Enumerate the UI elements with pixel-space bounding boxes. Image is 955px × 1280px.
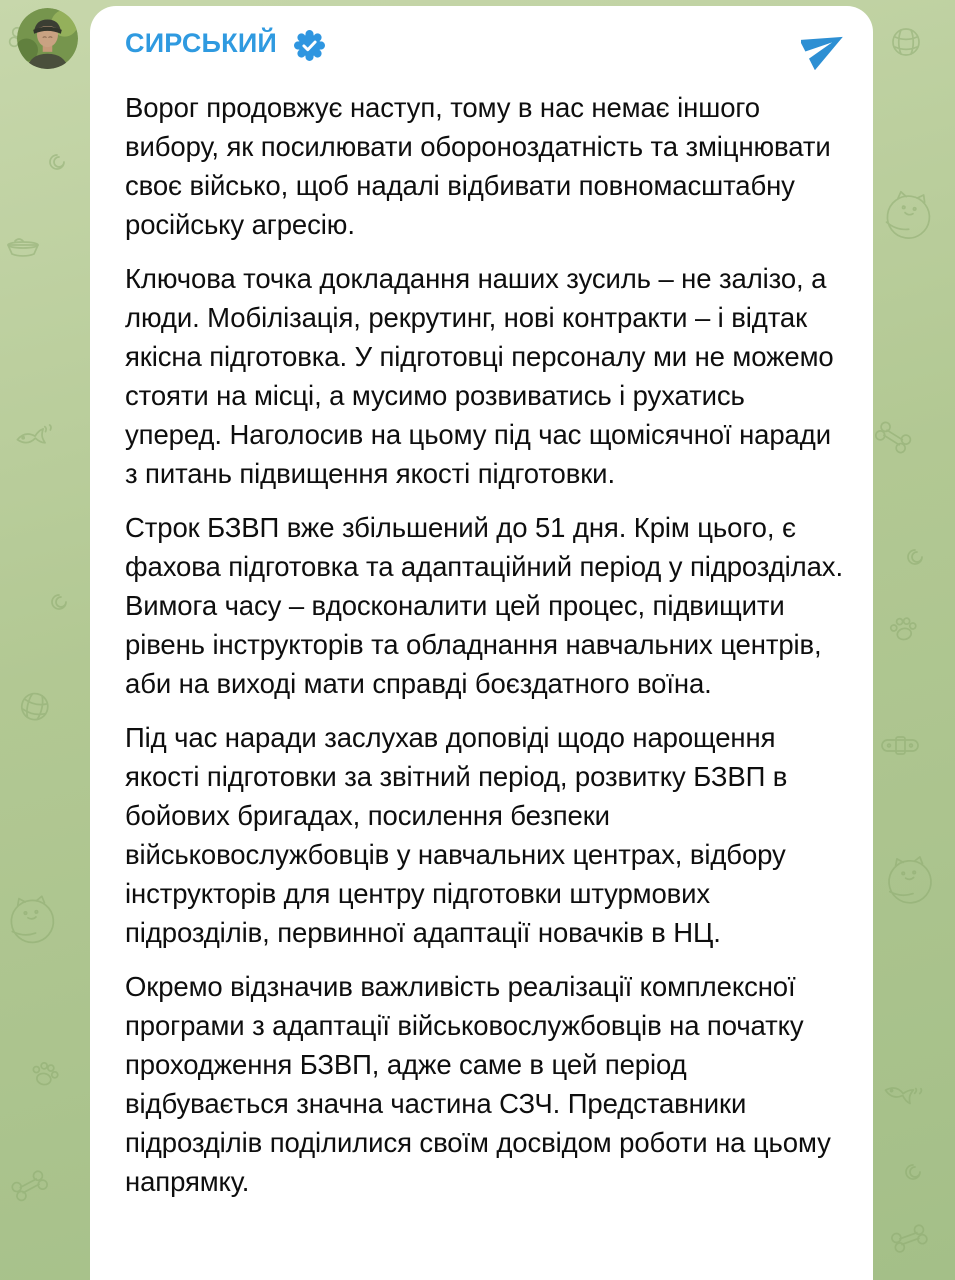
message-text xyxy=(90,88,873,1201)
channel-avatar[interactable] xyxy=(17,8,78,69)
message-paragraph-4: Під час наради заслухав доповіді щодо нарощення якості підготовки за звітний період, розвитку БЗВП в бойових бригадах, посилення безпеки військовослужбовців у навчальних центрах, відбору інструкторів для центру підготовки штурмових підрозділів, первинної адаптації новачків в НЦ. xyxy=(125,722,788,948)
message-header xyxy=(90,6,873,69)
message-paragraph-5: Окремо відзначив важливість реалізації комплексної програми з адаптації військовослужбовців на початку проходження БЗВП, адже саме в цей період відбувається значна частина СЗЧ. Представники підрозділів поділилися своїм досвідом роботи на цьому напрямку. xyxy=(125,971,831,1197)
message-paragraph-3: Строк БЗВП вже збільшений до 51 дня. Крім цього, є фахова підготовка та адаптаційний період у підрозділах. Вимога часу – вдосконалити цей процес, підвищити рівень інструкторів та обладнання навчальних центрів, аби на виході мати справді боєздатного воїна. xyxy=(125,512,843,699)
message-bubble xyxy=(90,6,873,1280)
message-paragraph-1: Ворог продовжує наступ, тому в нас немає іншого вибору, як посилювати обороноздатність та зміцнювати своє військо, щоб надалі відбивати повномасштабну російську агресію. xyxy=(125,92,831,240)
telegram-plane-icon[interactable] xyxy=(801,22,849,70)
message-paragraph-2: Ключова точка докладання наших зусиль – не залізо, а люди. Мобілізація, рекрутинг, нові контракти – і відтак якісна підготовка. У підготовці персоналу ми не можемо стояти на місці, а мусимо розвиватись і рухатись уперед. Наголосив на цьому під час щомісячної наради з питань підвищення якості підготовки. xyxy=(125,263,834,489)
verified-icon xyxy=(294,30,325,61)
channel-name[interactable]: СИРСЬКИЙ xyxy=(125,28,278,58)
